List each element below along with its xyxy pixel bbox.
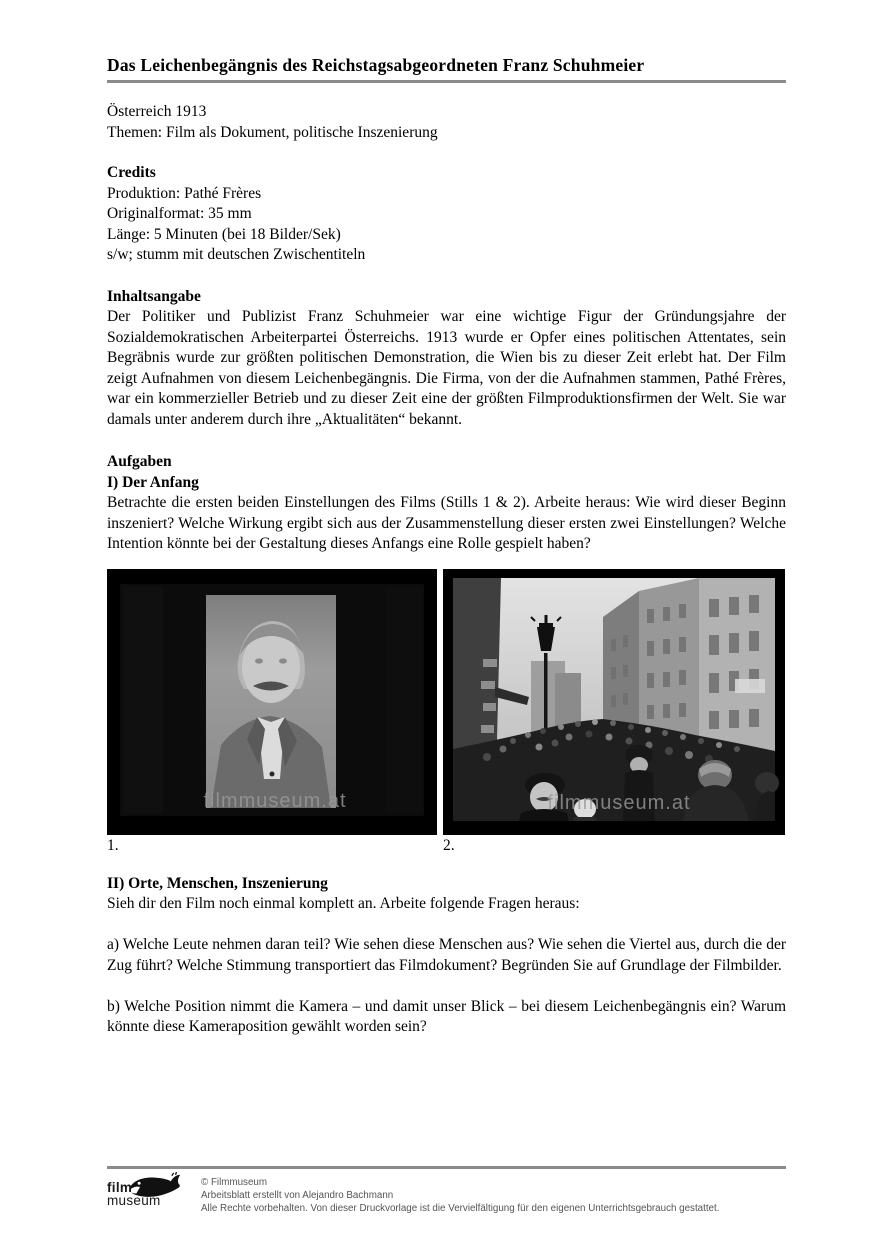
film-meta (107, 102, 786, 143)
task2-question-a: a) Welche Leute nehmen daran teil? Wie sehen diese Menschen aus? Wie sehen die Viertel aus, durch die der Zug führt? Welche Stimmung transportiert das Filmdokument? Begründen Sie auf Grundlage der Filmbilder. (107, 936, 786, 974)
still-labels (107, 835, 786, 856)
filmmuseum-logo (107, 1174, 185, 1220)
footer-text (201, 1174, 719, 1215)
credits-originalformat: Originalformat: 35 mm (107, 205, 252, 222)
credits-produktion: Produktion: Pathé Frères (107, 184, 262, 202)
task2-question-b: b) Welche Position nimmt die Kamera – und damit unser Blick – bei diesem Leichenbegängnis ein? Warum könnte diese Kameraposition gewählt worden sein? (107, 997, 786, 1035)
footer-copyright: © Filmmuseum (201, 1176, 268, 1188)
page-footer (107, 1166, 786, 1220)
page-title: Das Leichenbegängnis des Reichstagsabgeordneten Franz Schuhmeier (107, 55, 645, 75)
logo-text-film: film (107, 1179, 133, 1195)
still-2-label: 2. (443, 836, 455, 854)
still-1-graphic (107, 569, 437, 835)
credits-ton: s/w; stumm mit deutschen Zwischentiteln (107, 246, 366, 263)
still-1-label: 1. (107, 836, 119, 854)
credits-laenge: Länge: 5 Minuten (bei 18 Bilder/Sek) (107, 225, 341, 243)
task1-heading: I) Der Anfang (107, 473, 199, 491)
task1-text: Betrachte die ersten beiden Einstellungen des Films (Stills 1 & 2). Arbeite heraus: Wie wird dieser Beginn inszeniert? Welche Wirkung ergibt sich aus der Zusammenstellung dieser ersten zwei Einstellungen? Welche Intention könnte bei der Gestaltung dieses Anfangs eine Rolle gespielt haben? (107, 494, 786, 552)
logo-text-museum: museum (107, 1192, 161, 1208)
themes-line: Themen: Film als Dokument, politische Inszenierung (107, 123, 438, 141)
footer-credit-line: Arbeitsblatt erstellt von Alejandro Bachmann (201, 1189, 394, 1201)
film-stills-row (107, 569, 786, 835)
still-2-graphic (443, 569, 785, 835)
synopsis-heading: Inhaltsangabe (107, 287, 201, 305)
task2-heading: II) Orte, Menschen, Inszenierung (107, 874, 328, 892)
watermark-text: filmmuseum.at (203, 789, 347, 812)
task2-intro: Sieh dir den Film noch einmal komplett an. Arbeite folgende Fragen heraus: (107, 895, 580, 912)
synopsis-text: Der Politiker und Publizist Franz Schuhmeier war eine wichtige Figur der Gründungsjahre der Sozialdemokratischen Arbeiterpartei Österreichs. 1913 wurde er Opfer eines politischen Attentates, sein Begräbnis wurde zur größten politischen Demonstration, die Wien bis zu dieser Zeit erlebt hat. Der Film zeigt Aufnahmen von diesem Leichenbegängnis. Die Firma, von der die Aufnahmen stammen, Pathé Frères, war ein kommerzieller Betrieb und zu dieser Zeit eine der größten Filmproduktionsfirmen der Welt. Sie war damals unter anderem durch ihre „Aktualitäten“ bekannt. (107, 308, 786, 428)
credits-heading: Credits (107, 164, 156, 181)
title-divider (107, 80, 786, 83)
footer-divider (107, 1166, 786, 1169)
watermark-text: filmmuseum.at (547, 791, 691, 814)
country-year: Österreich 1913 (107, 103, 207, 120)
still-2-image (443, 569, 785, 835)
building-far-right (603, 591, 639, 741)
tasks-heading: Aufgaben (107, 453, 172, 470)
still-1-image (107, 569, 437, 835)
credits-section (107, 163, 786, 266)
footer-rights-line: Alle Rechte vorbehalten. Von dieser Druckvorlage ist die Vervielfältigung für den eigenen Unterrichtsgebrauch gestattet. (201, 1202, 720, 1214)
